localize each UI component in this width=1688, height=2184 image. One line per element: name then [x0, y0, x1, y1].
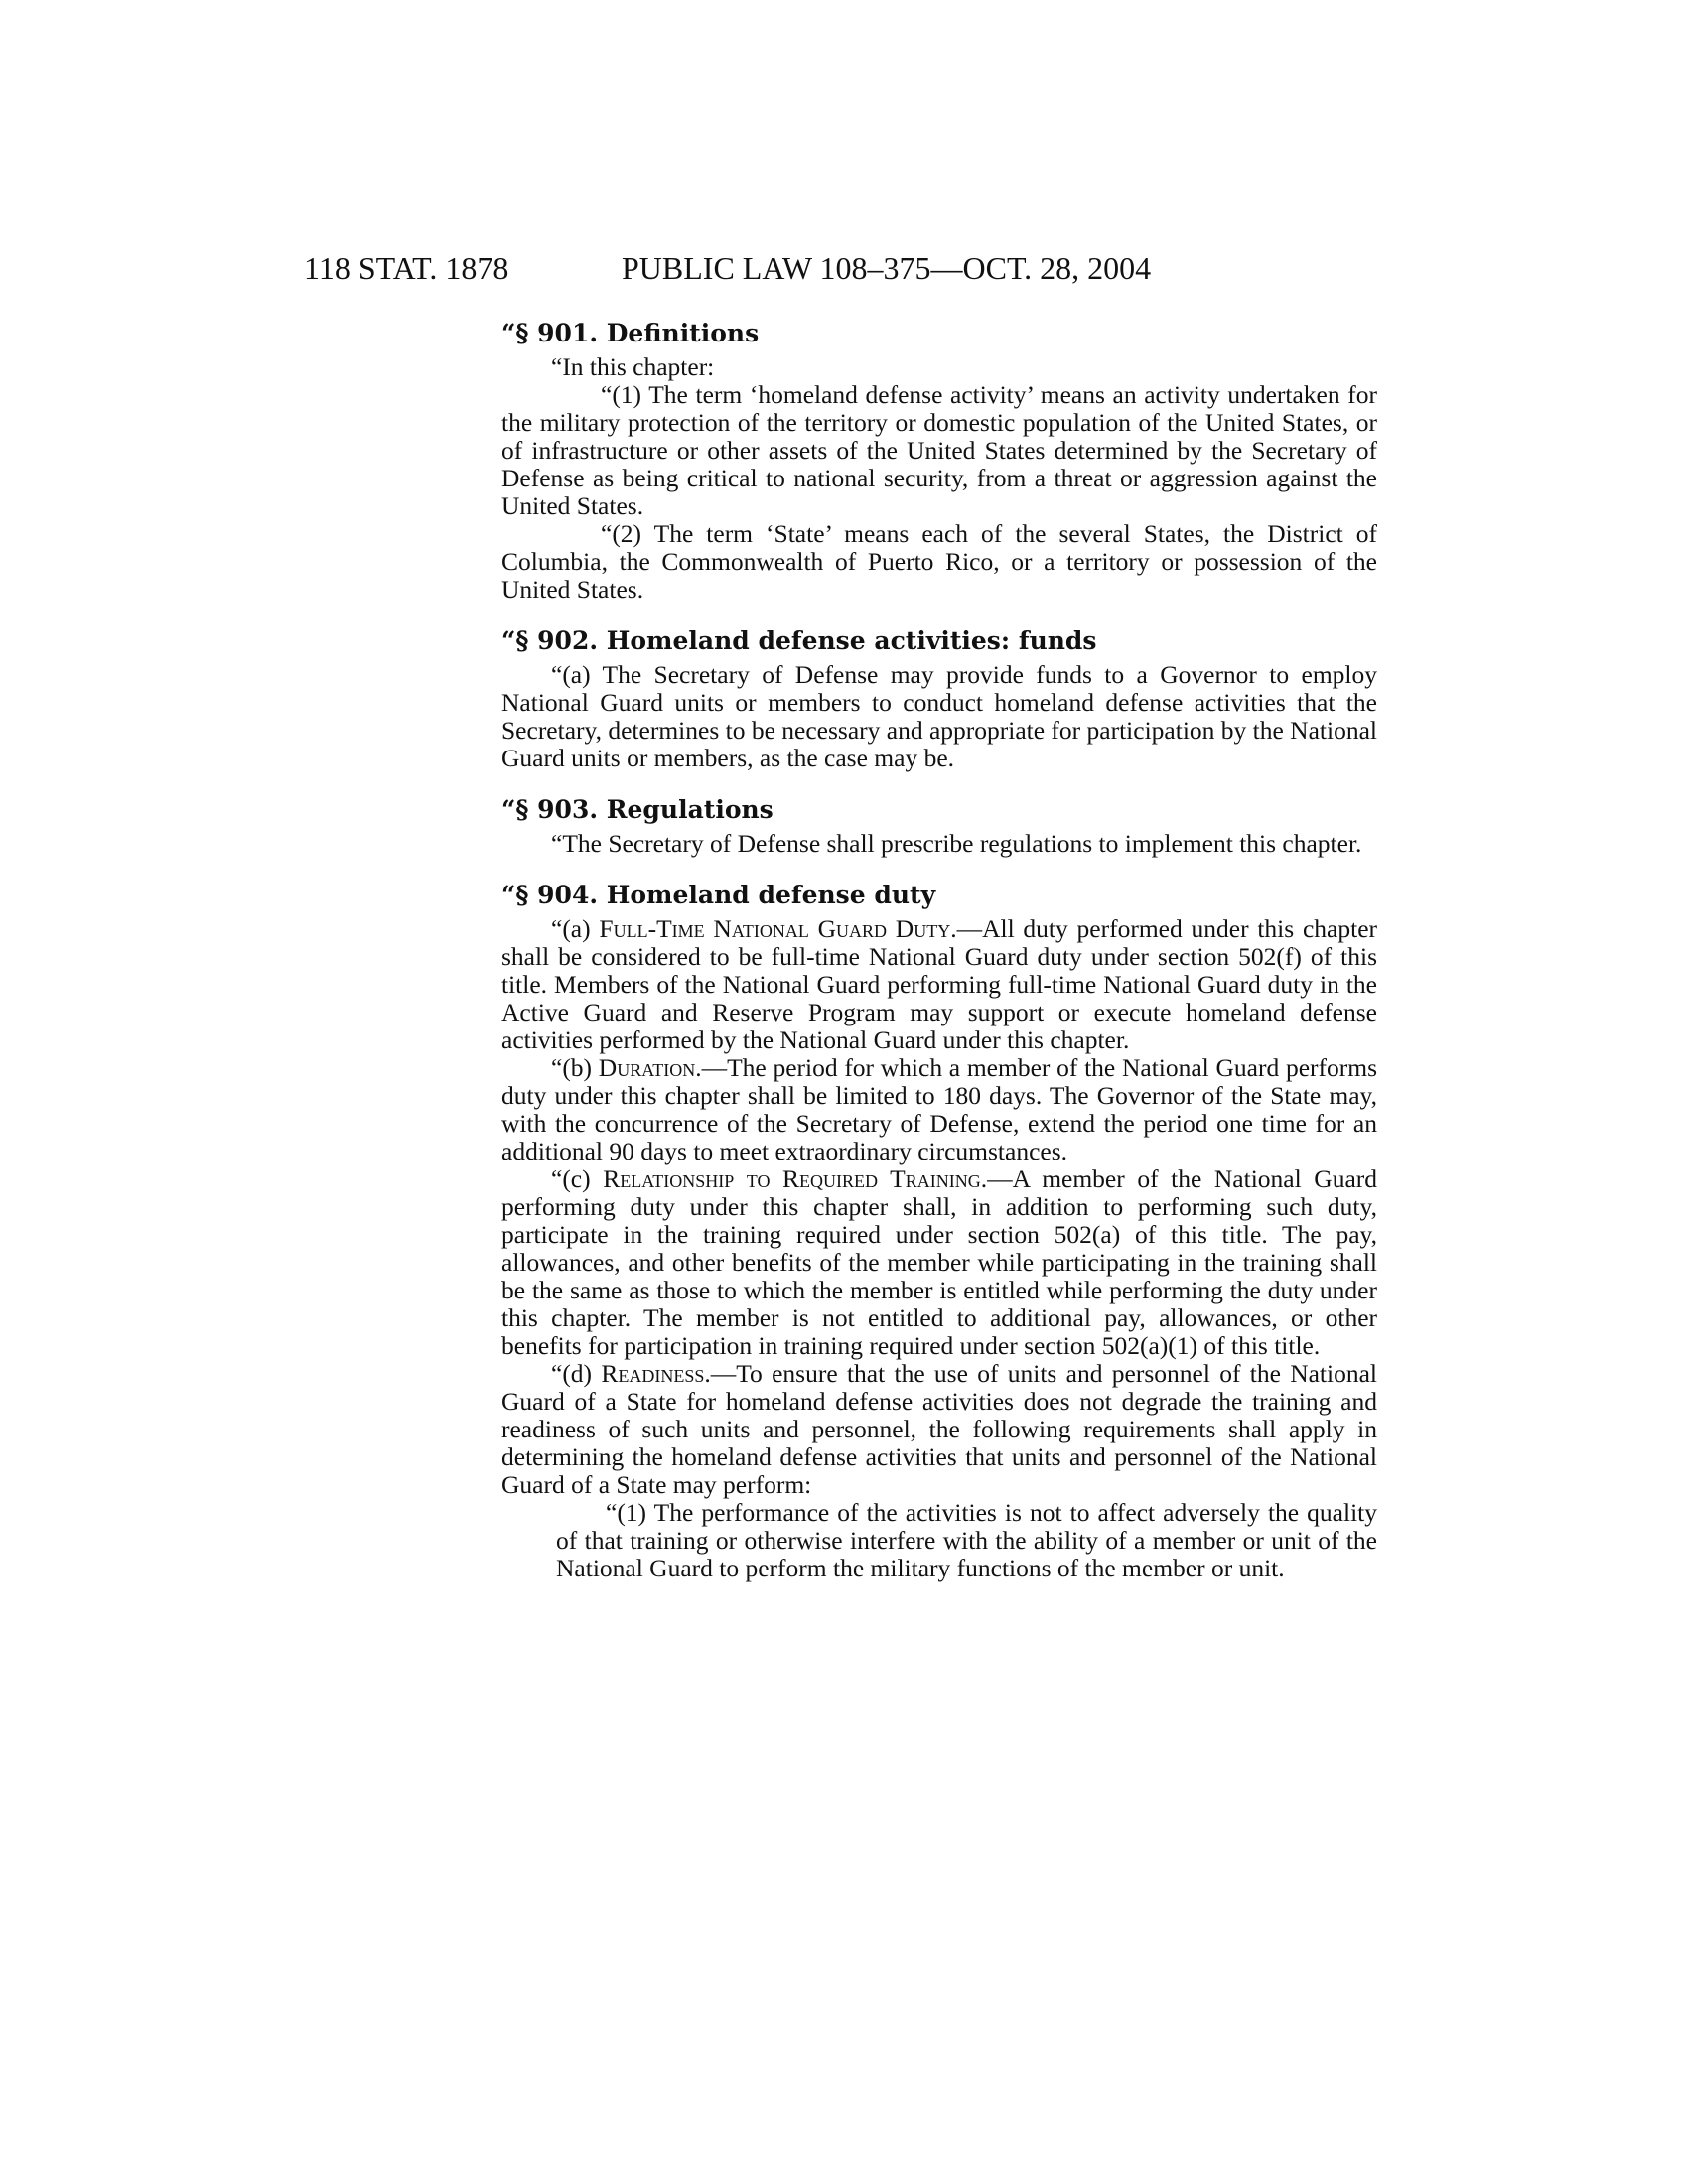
- subsection-text: —All duty performed under this chapter shall be considered to be full-time National Guard duty under section 502(f) of this title. Members of the National Guard performing full-time National Guard duty in the Active Guard and Reserve Program may support or execute homeland defense activities performed by the National Guard under this chapter.: [501, 914, 1377, 1054]
- subsection-a: [501, 915, 1377, 1054]
- document-body: [501, 318, 1377, 1582]
- subsection-b: [501, 1054, 1377, 1165]
- subsection-d: [501, 1360, 1377, 1499]
- subsection-title: Full-Time National Guard Duty.: [599, 914, 957, 943]
- section-heading: “§ 903. Regulations: [501, 795, 774, 824]
- section-heading: “§ 904. Homeland defense duty: [501, 881, 936, 909]
- section-heading: “§ 901. Definitions: [501, 319, 760, 347]
- subsection-label: “(a): [551, 914, 600, 943]
- public-law-title: PUBLIC LAW 108–375—OCT. 28, 2004: [622, 250, 1152, 286]
- subsection-title: Relationship to Required Training.: [603, 1164, 988, 1193]
- paragraph: “(2) The term ‘State’ means each of the several States, the District of Columbia, the Commonwealth of Puerto Rico, or a territory or possession of the United States.: [501, 519, 1377, 604]
- paragraph-d1: “(1) The performance of the activities is not to affect adversely the quality of that training or otherwise interfere with the ability of a member or unit of the National Guard to perform the military functions of the member or unit.: [556, 1498, 1377, 1582]
- subsection-label: “(c): [551, 1164, 604, 1193]
- subsection-text: —A member of the National Guard performing duty under this chapter shall, in addition to performing such duty, participate in the training required under section 502(a) of this title. The pay, allowances, and other benefits of the member while participating in the training shall be the same as those to which the member is entitled while performing the duty under this chapter. The member is not entitled to additional pay, allowances, or other benefits for participation in training required under section 502(a)(1) of this title.: [501, 1164, 1377, 1360]
- subsection-title: Readiness.: [601, 1359, 711, 1388]
- paragraph: “In this chapter:: [551, 352, 715, 381]
- paragraph: “(a) The Secretary of Defense may provide funds to a Governor to employ National Guard units or members to conduct homeland defense activities that the Secretary, determines to be necessary and appropriate for participation by the National Guard units or members, as the case may be.: [501, 660, 1377, 772]
- subsection-label: “(d): [551, 1359, 602, 1388]
- section-902: [501, 625, 1377, 772]
- section-901: [501, 318, 1377, 604]
- subsection-c: [501, 1165, 1377, 1360]
- statute-page-number: 118 STAT. 1878: [304, 250, 509, 286]
- section-903: [501, 794, 1377, 858]
- subsection-text: —The period for which a member of the National Guard performs duty under this chapter shall be limited to 180 days. The Governor of the State may, with the concurrence of the Secretary of Defense, extend the period one time for an additional 90 days to meet extraordinary circumstances.: [501, 1053, 1377, 1165]
- subsection-text: —To ensure that the use of units and personnel of the National Guard of a State for homeland defense activities does not degrade the training and readiness of such units and personnel, the following requirements shall apply in determining the homeland defense activities that units and personnel of the National Guard of a State may perform:: [501, 1359, 1377, 1499]
- paragraph: “(1) The term ‘homeland defense activity’ means an activity undertaken for the military protection of the territory or domestic population of the United States, or of infrastructure or other assets of the United States determined by the Secretary of Defense as being critical to national security, from a threat or aggression against the United States.: [501, 380, 1377, 520]
- paragraph: “The Secretary of Defense shall prescribe regulations to implement this chapter.: [551, 829, 1362, 858]
- section-heading: “§ 902. Homeland defense activities: funds: [501, 626, 1097, 655]
- subsection-label: “(b): [551, 1053, 599, 1082]
- section-904: [501, 880, 1377, 1582]
- subsection-title: Duration.: [598, 1053, 702, 1082]
